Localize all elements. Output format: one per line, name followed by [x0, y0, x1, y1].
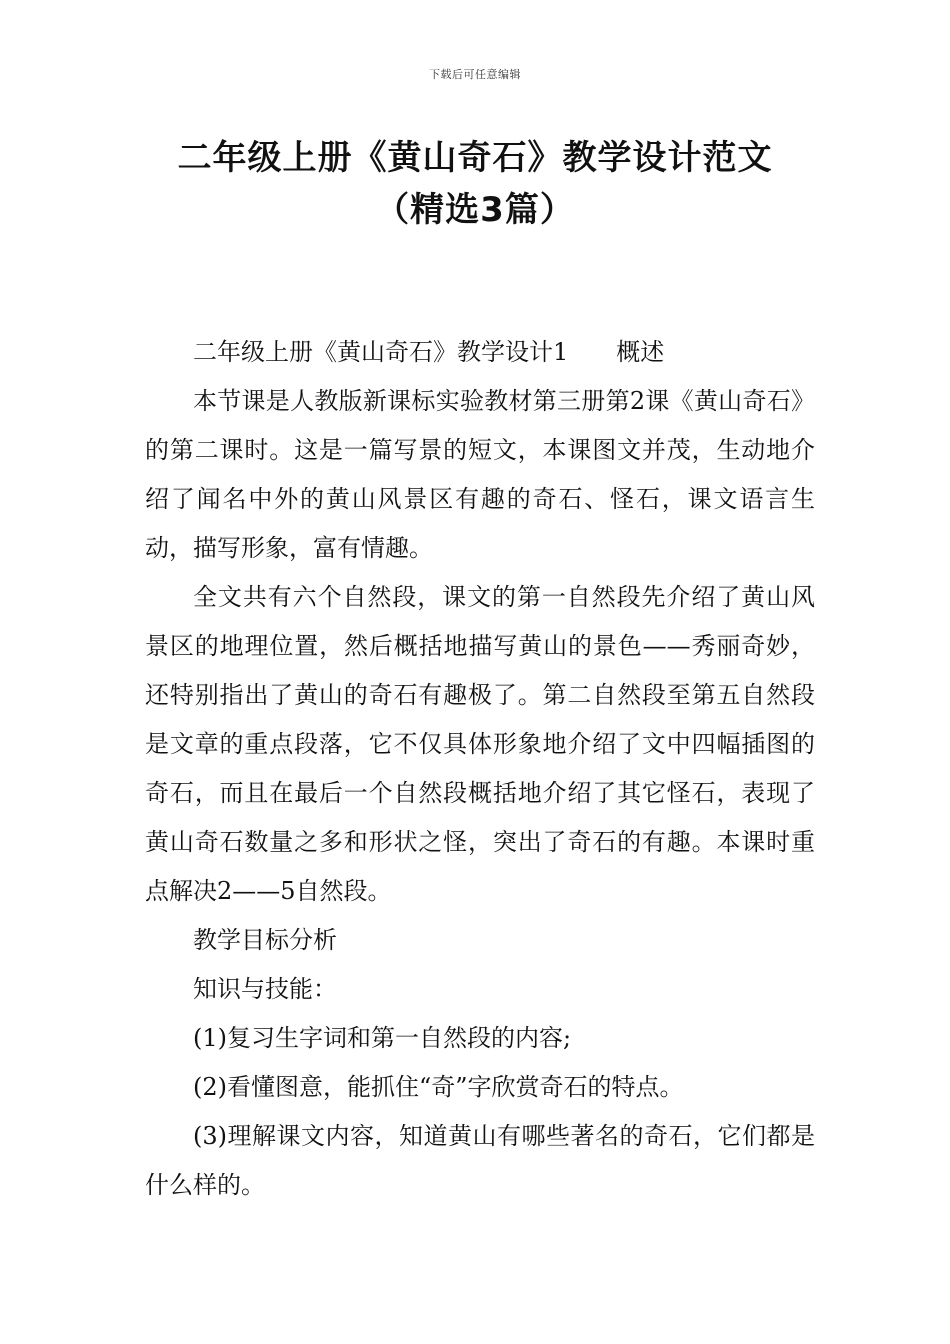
- section-subheading: 概述: [616, 338, 665, 366]
- paragraph-structure: 全文共有六个自然段，课文的第一自然段先介绍了黄山风景区的地理位置，然后概括地描写黄山的景色——秀丽奇妙，还特别指出了黄山的奇石有趣极了。第二自然段至第五自然段是文章的重点段落，它不仅具体形象地介绍了文中四幅插图的奇石，而且在最后一个自然段概括地介绍了其它怪石，表现了黄山奇石数量之多和形状之怪，突出了奇石的有趣。本课时重点解决2——5自然段。: [145, 583, 815, 905]
- paragraph-goal-analysis: 教学目标分析: [193, 926, 337, 954]
- paragraph-item-2: (2)看懂图意，能抓住“奇”字欣赏奇石的特点。: [193, 1073, 684, 1101]
- document-body: [145, 328, 815, 1210]
- section-heading-line: [145, 328, 815, 377]
- paragraph-intro: 本节课是人教版新课标实验教材第三册第2课《黄山奇石》的第二课时。这是一篇写景的短文，本课图文并茂，生动地介绍了闻名中外的黄山风景区有趣的奇石、怪石，课文语言生动，描写形象，富有情趣。: [145, 387, 815, 562]
- paragraph-knowledge-skills: 知识与技能：: [193, 975, 337, 1003]
- document-title: 二年级上册《黄山奇石》教学设计范文: [177, 138, 773, 178]
- document-subtitle: （精选3篇）: [375, 190, 575, 230]
- section-heading: 二年级上册《黄山奇石》教学设计1: [193, 338, 569, 366]
- paragraph-item-3: (3)理解课文内容，知道黄山有哪些著名的奇石，它们都是什么样的。: [145, 1122, 815, 1199]
- header-note: 下载后可任意编辑: [429, 68, 521, 81]
- paragraph-item-1: (1)复习生字词和第一自然段的内容;: [193, 1024, 572, 1052]
